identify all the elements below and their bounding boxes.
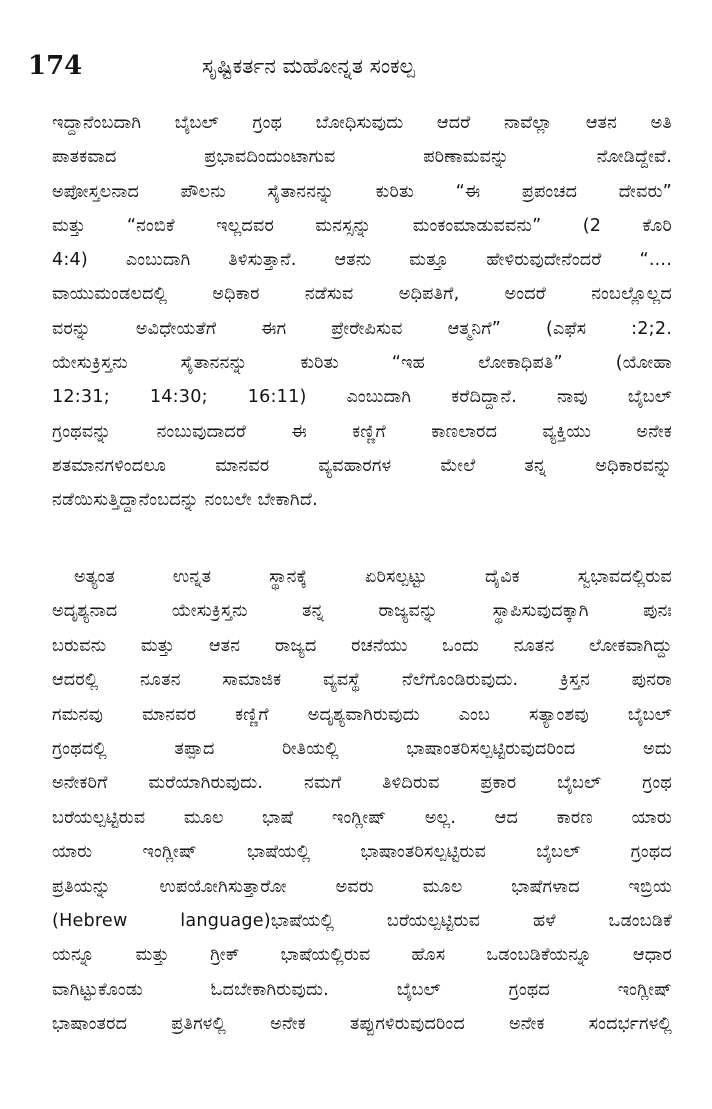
text-line: ಯಾರು ಇಂಗ್ಲೀಷ್ ಭಾಷೆಯಲ್ಲಿ ಭಾಷಾಂತರಿಸಲ್ಪಟ್ಟಿರುವ ಬೈಬಲ್ ಗ್ರಂಥದ xyxy=(52,842,672,863)
paragraph-2 xyxy=(52,560,672,1041)
text-line: ಶತಮಾನಗಳಿಂದಲೂ ಮಾನವರ ವ್ಯವಹಾರಗಳ ಮೇಲೆ ತನ್ನ ಅಧಿಕಾರವನ್ನು xyxy=(52,455,672,476)
text-line: ಅನೇಕರಿಗೆ ಮರೆಯಾಗಿರುವುದು. ನಮಗೆ ತಿಳಿದಿರುವ ಪ್ರಕಾರ ಬೈಬಲ್ ಗ್ರಂಥ xyxy=(52,773,672,794)
text-line: ನಡೆಯಿಸುತ್ತಿದ್ದಾನೆಂಬದನ್ನು ನಂಬಲೇ ಬೇಕಾಗಿದೆ. xyxy=(52,490,318,511)
running-title: ಸೃಷ್ಟಿಕರ್ತನ ಮಹೋನ್ನತ ಸಂಕಲ್ಪ xyxy=(202,54,415,78)
text-line: ಇದ್ದಾನೆಂಬದಾಗಿ ಬೈಬಲ್ ಗ್ರಂಥ ಬೋಧಿಸುವುದು ಆದರೆ ನಾವೆಲ್ಲಾ ಆತನ ಅತಿ xyxy=(52,113,672,133)
text-line: ಯೇಸುಕ್ರಿಸ್ತನು ಸೈತಾನನನ್ನು ಕುರಿತು “ಇಹ ಲೋಕಾಧಿಪತಿ” (ಯೋಹಾ xyxy=(52,353,672,374)
text-line: ವಾಗಿಟ್ಟುಕೊಂಡು ಓದಬೇಕಾಗಿರುವುದು. ಬೈಬಲ್ ಗ್ರಂಥದ ಇಂಗ್ಲೀಷ್ xyxy=(52,979,672,1000)
text-line: ಗಮನವು ಮಾನವರ ಕಣ್ಣಿಗೆ ಅದೃಶ್ಯವಾಗಿರುವುದು ಎಂಬ ಸತ್ಯಾಂಶವು ಬೈಬಲ್ xyxy=(52,704,672,725)
text-line: 12:31; 14:30; 16:11) ಎಂಬುದಾಗಿ ಕರೆದಿದ್ದಾನೆ. ನಾವು ಬೈಬಲ್ xyxy=(52,387,672,408)
paragraph-1 xyxy=(52,106,672,518)
text-line: ಬರುವನು ಮತ್ತು ಆತನ ರಾಜ್ಯದ ರಚನೆಯು ಒಂದು ನೂತನ ಲೋಕವಾಗಿದ್ದು xyxy=(52,635,672,656)
text-line: ಬರೆಯಲ್ಪಟ್ಟಿರುವ ಮೂಲ ಭಾಷೆ ಇಂಗ್ಲೀಷ್ ಅಲ್ಲ. ಆದ ಕಾರಣ ಯಾರು xyxy=(52,807,672,828)
text-line: ಆದರಲ್ಲಿ ನೂತನ ಸಾಮಾಜಿಕ ವ್ಯವಸ್ಥೆ ನೆಲೆಗೊಂಡಿರುವುದು. ಕ್ರಿಸ್ತನ ಪುನರಾ xyxy=(52,670,672,691)
text-line: ಅತ್ಯಂತ ಉನ್ನತ ಸ್ಥಾನಕ್ಕೆ ಏರಿಸಲ್ಪಟ್ಟು ದೈವಿಕ ಸ್ವಭಾವದಲ್ಲಿರುವ xyxy=(74,567,672,587)
text-line: 4:4) ಎಂಬುದಾಗಿ ತಿಳಿಸುತ್ತಾನೆ. ಆತನು ಮತ್ತೂ ಹೇಳಿರುವುದೇನೆಂದರೆ “.... xyxy=(52,250,672,271)
text-line: ಪಾತಕವಾದ ಪ್ರಭಾವದಿಂದುಂಟಾಗುವ ಪರಿಣಾಮವನ್ನು ನೋಡಿದ್ದೇವೆ. xyxy=(52,147,672,168)
text-line: ಯನ್ನೂ ಮತ್ತು ಗ್ರೀಕ್ ಭಾಷೆಯಲ್ಲಿರುವ ಹೊಸ ಒಡಂಬಡಿಕೆಯನ್ನೂ ಆಧಾರ xyxy=(52,945,672,966)
text-line: ಮತ್ತು “ನಂಬಿಕೆ ಇಲ್ಲದವರ ಮನಸ್ಸನ್ನು ಮಂಕಂಮಾಡುವವನು” (2 ಕೊರಿ xyxy=(52,215,672,236)
page-header xyxy=(28,46,684,86)
text-line: ಗ್ರಂಥದಲ್ಲಿ ತಪ್ಪಾದ ರೀತಿಯಲ್ಲಿ ಭಾಷಾಂತರಿಸಲ್ಪಟ್ಟಿರುವುದರಿಂದ ಅದು xyxy=(52,738,672,759)
page-number: 174 xyxy=(28,51,83,81)
text-line: ಗ್ರಂಥವನ್ನು ನಂಬುವುದಾದರೆ ಈ ಕಣ್ಣಿಗೆ ಕಾಣಲಾರದ ವ್ಯಕ್ತಿಯು ಅನೇಕ xyxy=(52,421,672,442)
text-line: ವಾಯುಮಂಡಲದಲ್ಲಿ ಅಧಿಕಾರ ನಡೆಸುವ ಅಧಿಪತಿಗೆ, ಅಂದರೆ ನಂಬಲ್ಲೊಲ್ಲದ xyxy=(52,284,672,305)
text-line: (Hebrew language)ಭಾಷೆಯಲ್ಲಿ ಬರೆಯಲ್ಪಟ್ಟಿರುವ ಹಳೆ ಒಡಂಬಡಿಕೆ xyxy=(52,910,672,931)
text-line: ಅದೃಶ್ಯನಾದ ಯೇಸುಕ್ರಿಸ್ತನು ತನ್ನ ರಾಜ್ಯವನ್ನು ಸ್ಥಾಪಿಸುವುದಕ್ಕಾಗಿ ಪುನಃ xyxy=(52,601,672,622)
text-line: ಪ್ರತಿಯನ್ನು ಉಪಯೋಗಿಸುತ್ತಾರೋ ಅವರು ಮೂಲ ಭಾಷೆಗಳಾದ ಇಬ್ರಿಯ xyxy=(52,876,672,897)
text-line: ಅಪೋಸ್ತಲನಾದ ಪೌಲನು ಸೈತಾನನನ್ನು ಕುರಿತು “ಈ ಪ್ರಪಂಚದ ದೇವರು” xyxy=(52,181,672,202)
text-line: ಭಾಷಾಂತರದ ಪ್ರತಿಗಳಲ್ಲಿ ಅನೇಕ ತಪ್ಪುಗಳಿರುವುದರಿಂದ ಅನೇಕ ಸಂದರ್ಭಗಳಲ್ಲಿ xyxy=(52,1014,672,1035)
text-line: ವರನ್ನು ಅವಿಧೇಯತೆಗೆ ಈಗ ಪ್ರೇರೇಪಿಸುವ ಆತ್ಮನಿಗೆ” (ಎಫೆಸ :2;2. xyxy=(52,318,672,339)
